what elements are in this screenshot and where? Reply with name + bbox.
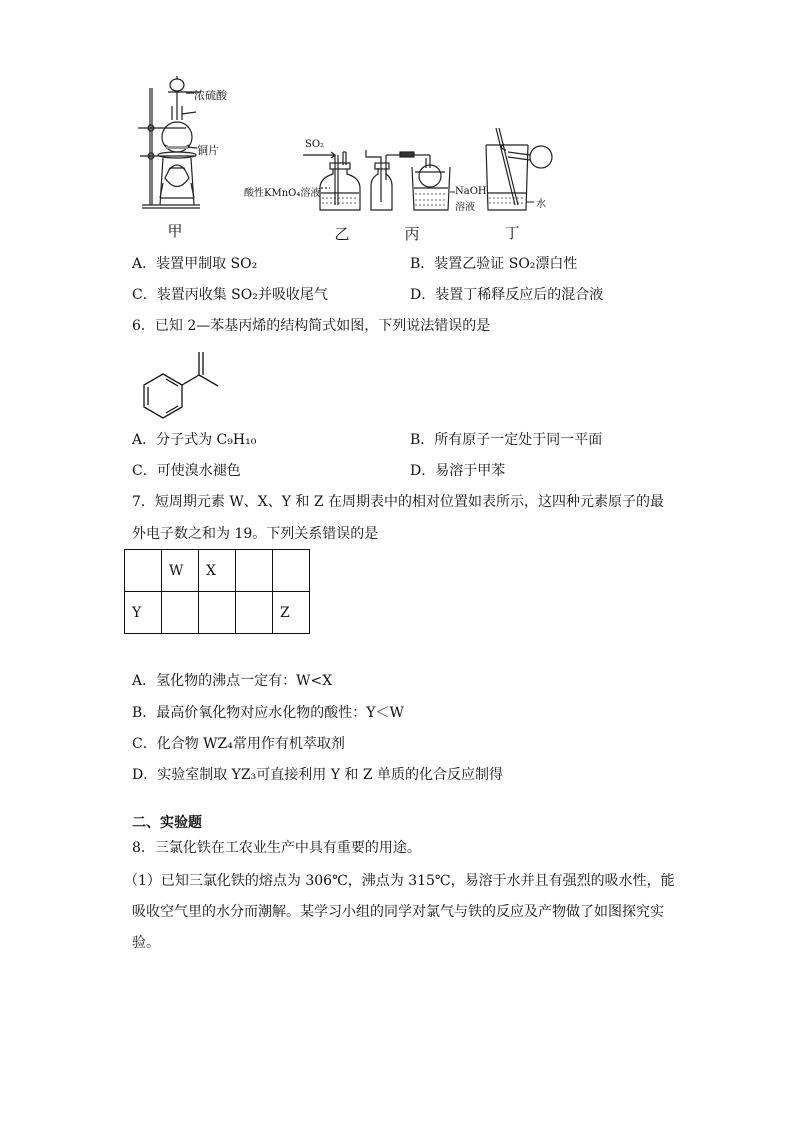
structure-2-phenylpropene: [0, 0, 1, 1]
table-cell: W: [162, 550, 199, 592]
q7-stem-line-1: 7．短周期元素 W、X、Y 和 Z 在周期表中的相对位置如表所示，这四种元素原子的最: [132, 494, 665, 510]
apparatus-bing-label: 丙: [404, 225, 420, 243]
table-cell: [199, 592, 236, 634]
ding-liquid-label: 水: [536, 199, 546, 210]
q8-stem: 8．三氯化铁在工农业生产中具有重要的用途。: [132, 840, 421, 856]
table-cell: X: [199, 550, 236, 592]
jia-metal-label: 铜片: [197, 144, 219, 157]
apparatus-ding-label: 丁: [504, 224, 520, 242]
table-cell: [125, 550, 162, 592]
table-row: [125, 592, 310, 634]
q7-option-b: B．最高价氧化物对应水化物的酸性：Y＜W: [132, 705, 404, 721]
table-cell: Z: [273, 592, 310, 634]
q8-part1-line-3: 验。: [132, 935, 160, 951]
bing-solution-label-2: 溶液: [455, 202, 475, 213]
q8-part1-line-1: （1）已知三氯化铁的熔点为 306℃，沸点为 315℃，易溶于水并且有强烈的吸水性，能: [124, 873, 675, 889]
bing-solution-label-1: NaOH: [455, 186, 487, 197]
yi-gas-label: SO₂: [305, 139, 325, 150]
jia-reagent-label: 浓硫酸: [194, 89, 227, 102]
table-cell: [236, 592, 273, 634]
q5-option-a: A．装置甲制取 SO₂: [132, 256, 258, 272]
yi-solution-label: 酸性KMnO₄溶液: [244, 188, 321, 199]
table-cell: [162, 592, 199, 634]
q7-option-d: D．实验室制取 YZ₃可直接利用 Y 和 Z 单质的化合反应制得: [132, 767, 504, 783]
table-cell: Y: [125, 592, 162, 634]
apparatus-yi-label: 乙: [334, 225, 350, 243]
table-cell: [236, 550, 273, 592]
periodic-table-fragment: [124, 549, 310, 634]
q6-stem: 6．已知 2—苯基丙烯的结构简式如图，下列说法错误的是: [132, 318, 491, 334]
q5-option-b: B．装置乙验证 SO₂漂白性: [410, 256, 578, 272]
q5-option-c: C．装置丙收集 SO₂并吸收尾气: [132, 287, 328, 303]
table-row: [125, 550, 310, 592]
q6-option-b: B．所有原子一定处于同一平面: [410, 432, 603, 448]
section-title-experiment: 二、实验题: [132, 815, 202, 831]
q8-part1-line-2: 吸收空气里的水分而潮解。某学习小组的同学对氯气与铁的反应及产物做了如图探究实: [132, 904, 664, 920]
table-cell: [273, 550, 310, 592]
q5-option-d: D．装置丁稀释反应后的混合液: [410, 287, 604, 303]
q6-option-c: C．可使溴水褪色: [132, 463, 241, 479]
q6-option-a: A．分子式为 C₉H₁₀: [132, 432, 257, 448]
q7-option-a: A．氢化物的沸点一定有：W<X: [132, 673, 333, 689]
q6-option-d: D．易溶于甲苯: [410, 463, 506, 479]
q7-option-c: C．化合物 WZ₄常用作有机萃取剂: [132, 736, 345, 752]
apparatus-jia-label: 甲: [167, 222, 183, 240]
q7-stem-line-2: 外电子数之和为 19。下列关系错误的是: [132, 526, 379, 542]
